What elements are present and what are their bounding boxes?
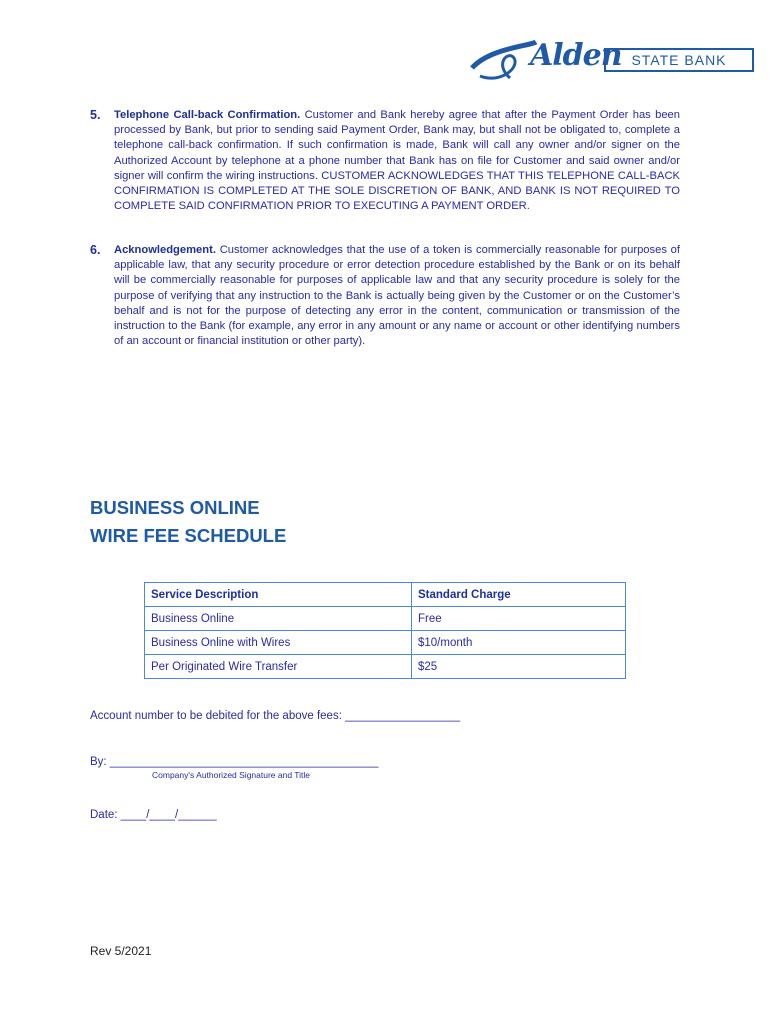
signature-caption: Company's Authorized Signature and Title xyxy=(152,770,311,780)
date-field[interactable]: Date: ____/____/______ xyxy=(90,809,217,821)
section-text: Customer acknowledges that the use of a token is commercially reasonable for purposes of applicable law, that any security procedure or error detection procedure established by the Bank or on its behalf will be commercially reasonable for purposes of applicable law and that any security procedure is solely for the purpose of verifying that any instruction to the Bank is actually being given by the Customer or on the Customer’s behalf and is not for the purpose of detecting any error in the content, communication or transmission of the instruction to the Bank (for example, any error in any amount or any name or account or other identifying numbers of an account or financial institution or other party). xyxy=(114,244,680,348)
table-cell: Free xyxy=(412,607,626,631)
section-acknowledgement xyxy=(90,243,680,349)
table-row xyxy=(145,607,626,631)
table-row xyxy=(145,631,626,655)
column-header: Standard Charge xyxy=(412,583,626,607)
table-cell: $25 xyxy=(412,655,626,679)
signature-field[interactable]: By: __________________________________________ xyxy=(90,756,379,768)
table-row xyxy=(145,655,626,679)
section-body xyxy=(114,243,680,349)
section-body xyxy=(114,108,680,214)
column-header: Service Description xyxy=(145,583,412,607)
revision-label: Rev 5/2021 xyxy=(90,944,152,958)
logo-bank-label: STATE BANK xyxy=(604,48,754,72)
table-cell: Per Originated Wire Transfer xyxy=(145,655,412,679)
table-cell: Business Online xyxy=(145,607,412,631)
section-heading: Telephone Call-back Confirmation. xyxy=(114,109,301,121)
page-title-line1: BUSINESS ONLINE xyxy=(90,497,260,518)
table-cell: Business Online with Wires xyxy=(145,631,412,655)
page-title-line2: WIRE FEE SCHEDULE xyxy=(90,525,287,546)
section-heading: Acknowledgement. xyxy=(114,244,216,256)
section-telephone-callback xyxy=(90,108,680,214)
fee-schedule-table xyxy=(144,582,626,679)
section-number: 6. xyxy=(90,243,101,257)
table-header-row xyxy=(145,583,626,607)
logo-word: Alden xyxy=(530,38,622,73)
section-text: Customer and Bank hereby agree that after the Payment Order has been processed by Bank, but prior to sending said Payment Order, Bank may, but shall not be obligated to, complete a telephone call-back confirmation. If such confirmation is made, Bank will call any owner and/or signer on the Authorized Account by telephone at a phone number that Bank has on file for Customer and said owner and/or signer will confirm the wiring instructions. CUSTOMER ACKNOWLEDGES THAT THIS TELEPHONE CALL-BACK CONFIRMATION IS COMPLETED AT THE SOLE DISCRETION OF BANK, AND BANK IS NOT REQUIRED TO COMPLETE SAID CONFIRMATION PRIOR TO EXECUTING A PAYMENT ORDER. xyxy=(114,109,680,213)
account-number-field[interactable]: Account number to be debited for the above fees: __________________ xyxy=(90,710,461,722)
section-number: 5. xyxy=(90,108,101,122)
table-cell: $10/month xyxy=(412,631,626,655)
alden-state-bank-logo xyxy=(470,28,760,86)
